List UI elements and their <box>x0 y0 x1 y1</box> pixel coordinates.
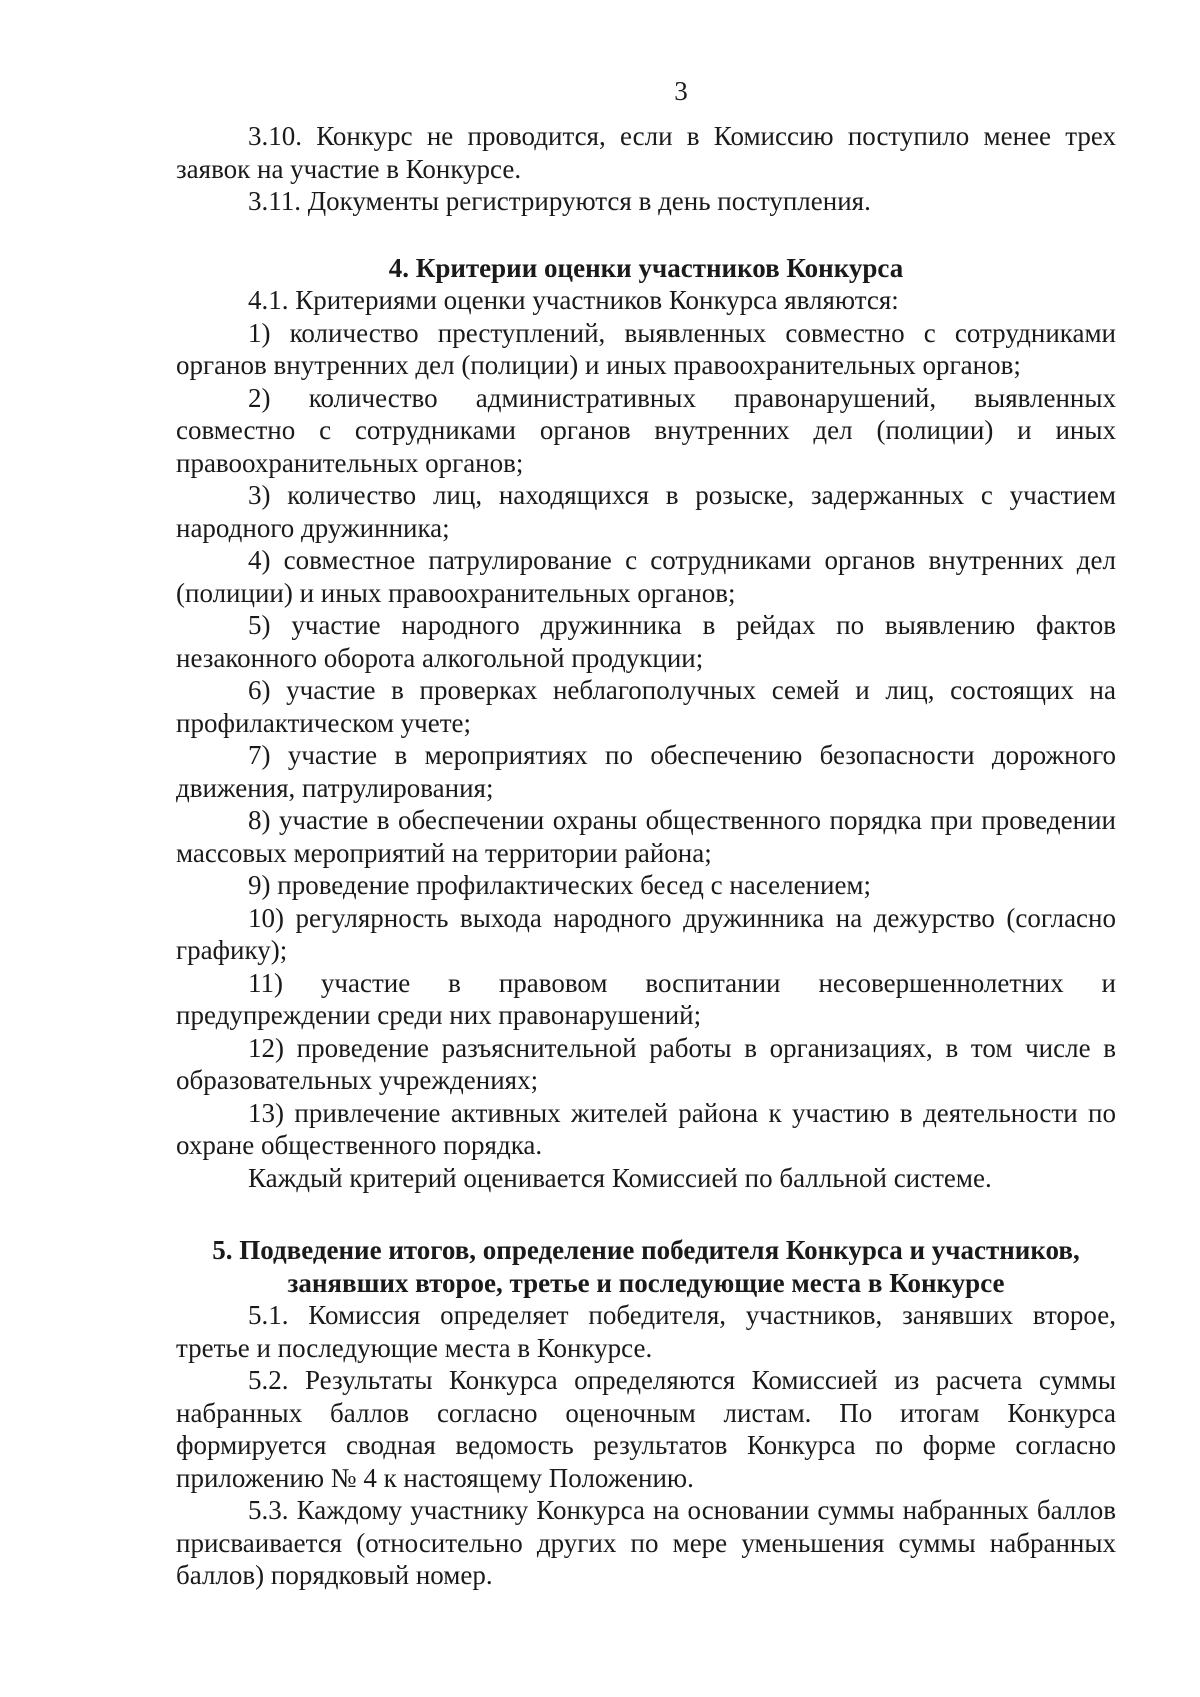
criterion-item: 5) участие народного дружинника в рейдах по выявлению фактов незаконного оборота алкогольной продукции; <box>176 610 1116 673</box>
paragraph-5-3: 5.3. Каждому участнику Конкурса на основании суммы набранных баллов присваивается (относительно других по мере уменьшения суммы набранных баллов) порядковый номер. <box>176 1495 1116 1590</box>
criterion-item: 7) участие в мероприятиях по обеспечению безопасности дорожного движения, патрулирования; <box>176 740 1116 803</box>
paragraph-3-11: 3.11. Документы регистрируются в день поступления. <box>248 186 871 216</box>
criterion-item: 1) количество преступлений, выявленных совместно с сотрудниками органов внутренних дел (полиции) и иных правоохранительных органов; <box>176 317 1116 380</box>
paragraph-3-10: 3.10. Конкурс не проводится, если в Комиссию поступило менее трех заявок на участие в Конкурсе. <box>176 121 1116 184</box>
criterion-item: 12) проведение разъяснительной работы в организациях, в том числе в образовательных учреждениях; <box>176 1032 1116 1095</box>
paragraph-5-1: 5.1. Комиссия определяет победителя, участников, занявших второе, третье и последующие места в Конкурсе. <box>176 1300 1116 1363</box>
criterion-item: 6) участие в проверках неблагополучных семей и лиц, состоящих на профилактическом учете; <box>176 675 1116 738</box>
criterion-item: 3) количество лиц, находящихся в розыске, задержанных с участием народного дружинника; <box>176 480 1116 543</box>
criterion-item: 8) участие в обеспечении охраны общественного порядка при проведении массовых мероприятий на территории района; <box>176 805 1116 868</box>
page-number: 3 <box>674 76 688 106</box>
document-page <box>176 76 1116 1592</box>
criterion-item: 2) количество административных правонарушений, выявленных совместно с сотрудниками органов внутренних дел (полиции) и иных правоохранительных органов; <box>176 382 1116 478</box>
criteria-closing-text: Каждый критерий оценивается Комиссией по балльной системе. <box>248 1162 992 1193</box>
criterion-item: 4) совместное патрулирование с сотрудниками органов внутренних дел (полиции) и иных правоохранительных органов; <box>176 545 1116 608</box>
criterion-item: 11) участие в правовом воспитании несовершеннолетних и предупреждении среди них правонарушений; <box>176 967 1116 1030</box>
section-5-heading <box>176 1234 1116 1299</box>
criterion-item: 10) регулярность выхода народного дружинника на дежурство (согласно графику); <box>176 902 1116 965</box>
section-5-heading-line2: занявших второе, третье и последующие места в Конкурсе <box>287 1267 1005 1298</box>
criterion-item: 13) привлечение активных жителей района к участию в деятельности по охране общественного порядка. <box>176 1097 1116 1160</box>
section-5-heading-line1: 5. Подведение итогов, определение победителя Конкурса и участников, <box>212 1235 1080 1265</box>
criterion-item: 9) проведение профилактических бесед с населением; <box>248 870 872 900</box>
section-4-heading: 4. Критерии оценки участников Конкурса <box>388 252 904 283</box>
section-3-tail <box>176 120 1116 218</box>
paragraph-5-2: 5.2. Результаты Конкурса определяются Комиссией из расчета суммы набранных баллов согласно оценочным листам. По итогам Конкурса формируется сводная ведомость результатов Конкурса по форме согласно приложению № 4 к настоящему Положению. <box>176 1365 1116 1493</box>
paragraph-4-1: 4.1. Критериями оценки участников Конкурса являются: <box>248 285 899 315</box>
